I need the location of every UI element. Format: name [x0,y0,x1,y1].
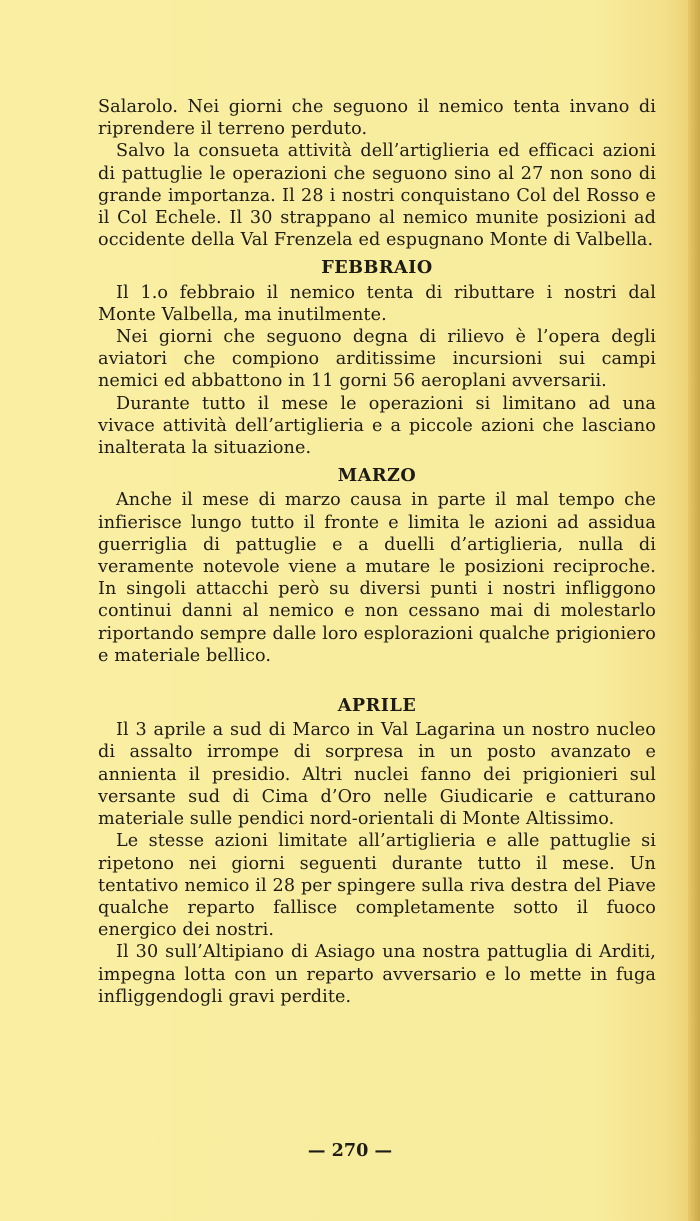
paragraph: Salvo la consueta attività dell’artiglieria ed efficaci azioni di pattuglie le operazioni che seguono sino al 27 non sono di grande importanza. Il 28 i nostri conquistano Col del Rosso e il Col Echele. Il 30 strappano al nemico munite posizioni ad occidente della Val Frenzela ed espugnano Monte di Valbella. [98,141,656,251]
paragraph: Durante tutto il mese le operazioni si limitano ad una vivace attività dell’artiglieria e a piccole azioni che lasciano inalterata la situazione. [98,393,656,459]
paragraph: Il 30 sull’Altipiano di Asiago una nostra pattuglia di Arditi, impegna lotta con un reparto avversario e lo mette in fuga infliggendogli gravi perdite. [98,942,656,1007]
section-heading-aprile: APRILE [337,695,417,717]
paragraph: Il 3 aprile a sud di Marco in Val Lagarina un nostro nucleo di assalto irrompe di sorpresa in un posto avanzato e annienta il presidio. Altri nuclei fanno dei prigionieri sul versante sud di Cima d’Oro nelle Giudicarie e catturano materiale sulle pendici nord-orientali di Monte Altissimo. [98,720,656,830]
paragraph: Le stesse azioni limitate all’artiglieria e alle pattuglie si ripetono nei giorni seguenti durante tutto il mese. Un tentativo nemico il 28 per spingere sulla riva destra del Piave qualche reparto fallisce completamente sotto il fuoco energico dei nostri. [98,831,656,941]
page-number: — 270 — [307,1140,393,1161]
page-edge [688,0,700,1221]
section-heading-febbraio: FEBBRAIO [321,257,433,279]
page-text [98,96,656,1008]
paragraph: Salarolo. Nei giorni che seguono il nemico tenta invano di riprendere il terreno perduto. [98,97,656,140]
paragraph: Il 1.o febbraio il nemico tenta di ributtare i nostri dal Monte Valbella, ma inutilmente. [98,282,656,325]
paragraph: Anche il mese di marzo causa in parte il mal tempo che infierisce lungo tutto il fronte e limita le azioni ad assidua guerriglia di pattuglie e a duelli d’artiglieria, nulla di veramente notevole viene a mutare le posizioni reciproche. In singoli attacchi però su diversi punti i nostri infliggono continui danni al nemico e non cessano mai di molestarlo riportando sempre dalle loro esplorazioni qualche prigioniero e materiale bellico. [98,490,656,666]
paragraph: Nei giorni che seguono degna di rilievo è l’opera degli aviatori che compiono arditissime incursioni sui campi nemici ed abbattono in 11 gorni 56 aeroplani avversarii. [98,327,656,392]
section-heading-marzo: MARZO [337,465,417,487]
